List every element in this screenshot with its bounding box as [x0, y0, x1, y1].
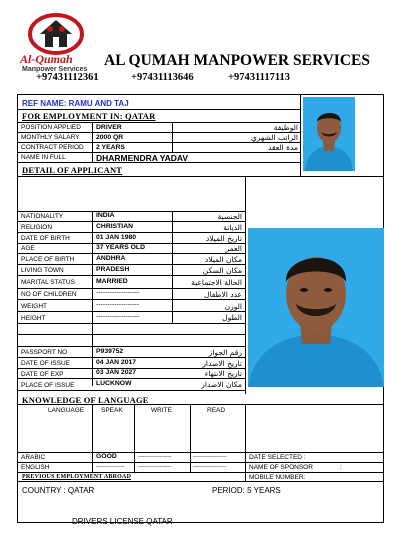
- language-header: LANGUAGE: [48, 407, 85, 414]
- passport-arabic: تاريخ الانتهاء: [204, 369, 242, 378]
- sponsor-colon: :: [340, 464, 342, 471]
- full-name-value: DHARMENDRA YADAV: [96, 153, 189, 163]
- divider: [17, 253, 245, 254]
- employment-value: DRIVER: [96, 124, 122, 131]
- passport-arabic: مكان الاصدار: [201, 380, 242, 389]
- language-speak: GOOD: [96, 453, 117, 460]
- passport-label: PLACE OF ISSUE: [21, 382, 75, 389]
- passport-value: P939752: [96, 348, 124, 355]
- detail-value: INDIA: [96, 212, 115, 219]
- employment-label: NAME IN FULL: [21, 154, 66, 161]
- language-read: --------------------: [193, 454, 227, 460]
- divider: [17, 299, 245, 300]
- detail-value: CHRISTIAN: [96, 223, 134, 230]
- divider: [17, 334, 245, 335]
- company-name: AL QUMAH MANPOWER SERVICES: [104, 52, 370, 69]
- phone-2: +97431113646: [131, 72, 194, 83]
- detail-arabic: مكان الميلاد: [204, 255, 242, 264]
- passport-label: DATE OF EXP: [21, 371, 64, 378]
- detail-value: 01 JAN 1980: [96, 234, 137, 241]
- divider: [17, 211, 245, 212]
- mobile-number-field: MOBILE NUMBER:: [249, 474, 306, 481]
- logo-house-icon: [16, 8, 100, 56]
- divider: [17, 264, 245, 265]
- divider: [17, 378, 245, 379]
- employment-value: 2000 QR: [96, 134, 124, 141]
- detail-value: -------------------: [96, 313, 140, 320]
- divider: [17, 323, 245, 324]
- language-name: ENGLISH: [21, 464, 50, 471]
- detail-label: DATE OF BIRTH: [21, 235, 70, 242]
- detail-arabic: مكان السكن: [202, 266, 242, 275]
- date-selected-field: DATE SELECTED :: [249, 454, 306, 461]
- detail-arabic: تاريخ الميلاد: [205, 234, 242, 243]
- detail-arabic: عدد الاطفال: [204, 290, 242, 299]
- employment-arabic: مدة العقد: [268, 143, 298, 152]
- detail-label: WEIGHT: [21, 303, 47, 310]
- divider: [17, 390, 245, 391]
- passport-label: PASSPORT NO: [21, 349, 68, 356]
- employment-label: POSITION APPLIED: [21, 124, 81, 131]
- divider: [17, 404, 384, 405]
- speak-header: SPEAK: [101, 407, 123, 414]
- language-name: ARABIC: [21, 454, 46, 461]
- language-title: KNOWLEDGE OF LANGUAGE: [22, 395, 149, 405]
- divider: [17, 221, 245, 222]
- divider: [245, 176, 246, 394]
- divider: [17, 232, 245, 233]
- employment-label: MONTHLY SALARY: [21, 134, 80, 141]
- divider: [17, 109, 300, 110]
- divider: [17, 472, 384, 473]
- divider: [172, 211, 173, 323]
- previous-employment-title: PREVIOUS EMPLOYMENT ABROAD: [22, 474, 132, 480]
- detail-value: PRADESH: [96, 266, 130, 273]
- employment-title: FOR EMPLOYMENT IN: QATAR: [22, 111, 156, 121]
- employment-arabic: الوظيفة: [273, 123, 298, 132]
- language-read: --------------------: [193, 464, 227, 470]
- language-write: --------------------: [138, 454, 172, 460]
- detail-arabic: الطول: [222, 313, 242, 322]
- detail-label: LIVING TOWN: [21, 267, 64, 274]
- divider: [17, 452, 384, 453]
- detail-value: 37 YEARS OLD: [96, 244, 145, 251]
- detail-arabic: الديانة: [223, 223, 242, 232]
- detail-arabic: الوزن: [224, 302, 242, 311]
- period-text: PERIOD: 5 YEARS: [212, 486, 281, 495]
- divider: [245, 404, 246, 481]
- divider: [17, 162, 300, 163]
- write-header: WRITE: [151, 407, 172, 414]
- detail-value: -------------------: [96, 301, 140, 308]
- language-speak: -----------------: [96, 464, 125, 470]
- passport-value: 03 JAN 2027: [96, 369, 137, 376]
- ref-name: REF NAME: RAMU AND TAJ: [22, 99, 129, 108]
- phone-1: +97431112361: [36, 72, 99, 83]
- divider: [17, 481, 384, 482]
- read-header: READ: [207, 407, 226, 414]
- language-write: --------------------: [138, 464, 172, 470]
- detail-label: AGE: [21, 245, 35, 252]
- detail-value: ANDHRA: [96, 255, 126, 262]
- passport-arabic: رقم الجواز: [208, 348, 242, 357]
- detail-arabic: الحالة الاجتماعية: [191, 278, 242, 287]
- detail-label: NATIONALITY: [21, 213, 64, 220]
- details-title: DETAIL OF APPLICANT: [22, 165, 123, 175]
- detail-label: HEIGHT: [21, 315, 46, 322]
- divider: [17, 176, 384, 177]
- divider: [17, 311, 245, 312]
- employment-label: CONTRACT PERIOD: [21, 144, 84, 151]
- divider: [17, 275, 245, 276]
- passport-label: DATE OF ISSUE: [21, 360, 70, 367]
- detail-label: RELIGION: [21, 224, 53, 231]
- country-text: COUNTRY : QATAR: [22, 486, 95, 495]
- divider: [17, 346, 245, 347]
- passport-arabic: تاريخ الاصدار: [202, 359, 242, 368]
- divider: [172, 122, 173, 152]
- passport-value: 04 JAN 2017: [96, 359, 137, 366]
- sponsor-field: NAME OF SPONSOR: [249, 464, 313, 471]
- employment-arabic: الراتب الشهري: [251, 133, 298, 142]
- divider: [17, 357, 245, 358]
- passport-value: LUCKNOW: [96, 380, 132, 387]
- divider: [17, 462, 384, 463]
- divider: [17, 122, 300, 123]
- divider: [17, 142, 300, 143]
- logo-name: Al-Qumah: [20, 52, 73, 66]
- applicant-photo-small: [303, 97, 355, 171]
- applicant-photo-large: [248, 228, 384, 387]
- detail-value: MARRIED: [96, 278, 128, 285]
- logo-subtitle: Manpower Services: [22, 66, 88, 73]
- divider: [300, 94, 301, 176]
- detail-arabic: الجنسية: [217, 212, 242, 221]
- detail-label: PLACE OF BIRTH: [21, 256, 75, 263]
- employment-value: 2 YEARS: [96, 144, 125, 151]
- detail-label: MARITAL STATUS: [21, 279, 75, 286]
- detail-label: NO OF CHILDREN: [21, 291, 77, 298]
- detail-value: -------------------: [96, 289, 140, 296]
- phone-3: +97431117113: [228, 72, 290, 83]
- license-text: DRIVERS LICENSE QATAR: [72, 517, 173, 526]
- detail-arabic: العمر: [225, 244, 242, 253]
